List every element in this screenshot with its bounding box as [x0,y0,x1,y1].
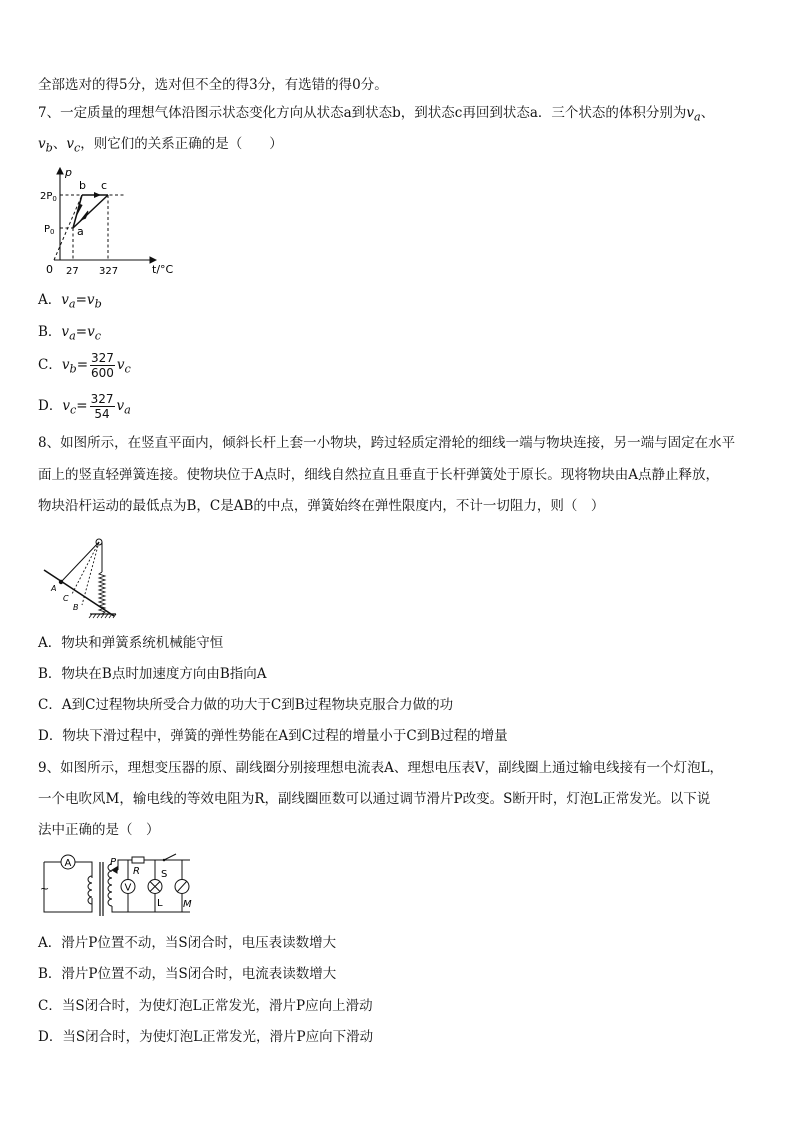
q9-secondary-coil [108,864,112,906]
q8-option-d[interactable]: D．物块下滑过程中，弹簧的弹性势能在A到C过程的增量小于C到B过程的增量 [38,728,508,744]
q9-option-b[interactable]: B．滑片P位置不动，当S闭合时，电流表读数增大 [38,966,337,982]
q8-option-a[interactable]: A．物块和弹簧系统机械能守恒 [38,635,224,651]
q7-pt-graph [36,160,176,278]
svg-text:P: P [110,857,117,868]
q7-x-label: t/°C [152,263,174,276]
q7-point-b: b [79,179,86,192]
svg-text:S: S [161,869,168,880]
q8-block [59,580,63,584]
q7-option-d[interactable]: D．$v_c=$ $\frac{327}{54}$ $v_a$ [38,392,131,421]
q7-x-tick-27: 27 [66,266,79,277]
q7-point-a: a [77,225,84,238]
q7-stem-line2: $v_b$、$v_c$，则它们的关系正确的是（ ） [38,136,283,155]
svg-text:R: R [133,866,140,877]
svg-text:A: A [64,858,72,869]
svg-text:M: M [183,899,192,910]
q9-stem-line2: 一个电吹风M，输电线的等效电阻为R，副线圈匝数可以通过调节滑片P改变。S断开时，灯泡L正常发光。以下说 [38,791,711,807]
q8-stem-line1: 8、如图所示，在竖直平面内，倾斜长杆上套一小物块，跨过轻质定滑轮的细线一端与物块连接，另一端与固定在水平 [38,435,736,451]
q8-option-b[interactable]: B．物块在B点时加速度方向由B指向A [38,666,267,682]
q7-stem-line1: 7、一定质量的理想气体沿图示状态变化方向从状态a到状态b，到状态c再回到状态a．三个状态的体积分别为$v_a$、 [38,105,715,124]
q7-d-fraction: $\frac{327}{54}$ [90,392,114,421]
q9-switch [164,854,176,860]
q7-point-c: c [101,179,108,192]
q7-option-a[interactable]: A．$v_a=v_b$ [38,292,102,311]
q9-option-c[interactable]: C．当S闭合时，为使灯泡L正常发光，滑片P应向上滑动 [38,998,373,1014]
q7-y-label: p [65,166,72,179]
q9-stem-line1: 9、如图所示，理想变压器的原、副线圈分别接理想电流表A、理想电压表V，副线圈上通过输电线接有一个灯泡L， [38,760,724,776]
q7-2p0-label: $2P_0$ [40,191,57,203]
svg-text:L: L [157,898,163,909]
q7-origin-label: 0 [46,263,53,276]
q8-label-c: C [63,594,69,603]
q9-transformer-circuit [40,850,210,920]
q8-option-c[interactable]: C．A到C过程物块所受合力做的功大于C到B过程物块克服合力做的功 [38,697,454,713]
q7-p0-label: $P_0$ [44,224,55,236]
svg-text:V: V [124,882,132,894]
q7-x-tick-327: 327 [99,266,119,277]
intro-text: 全部选对的得5分，选对但不全的得3分，有选错的得0分。 [38,77,388,93]
q9-option-d[interactable]: D．当S闭合时，为使灯泡L正常发光，滑片P应向下滑动 [38,1029,374,1045]
q7-option-b[interactable]: B．$v_a=v_c$ [38,324,102,343]
q8-stem-line2: 面上的竖直轻弹簧连接。使物块位于A点时，细线自然拉直且垂直于长杆弹簧处于原长。现将物块由A点静止释放， [38,467,719,483]
q7-option-c[interactable]: C．$v_b=$ $\frac{327}{600}$ $v_c$ [38,351,131,380]
q8-rod-pulley-figure [36,538,126,618]
q9-ac-source: ~ [40,882,50,895]
q9-option-a[interactable]: A．滑片P位置不动，当S闭合时，电压表读数增大 [38,935,337,951]
q9-primary-coil [88,876,92,904]
q9-stem-line3: 法中正确的是（ ） [38,822,160,838]
q7-c-fraction: $\frac{327}{600}$ [91,351,114,380]
q8-stem-line3: 物块沿杆运动的最低点为B，C是AB的中点，弹簧始终在弹性限度内，不计一切阻力，则（ ） [38,498,605,514]
q7-va: $v_a$ [686,105,701,124]
q9-resistor [132,857,144,863]
q8-label-a: A [51,584,57,593]
q8-label-b: B [73,603,79,612]
